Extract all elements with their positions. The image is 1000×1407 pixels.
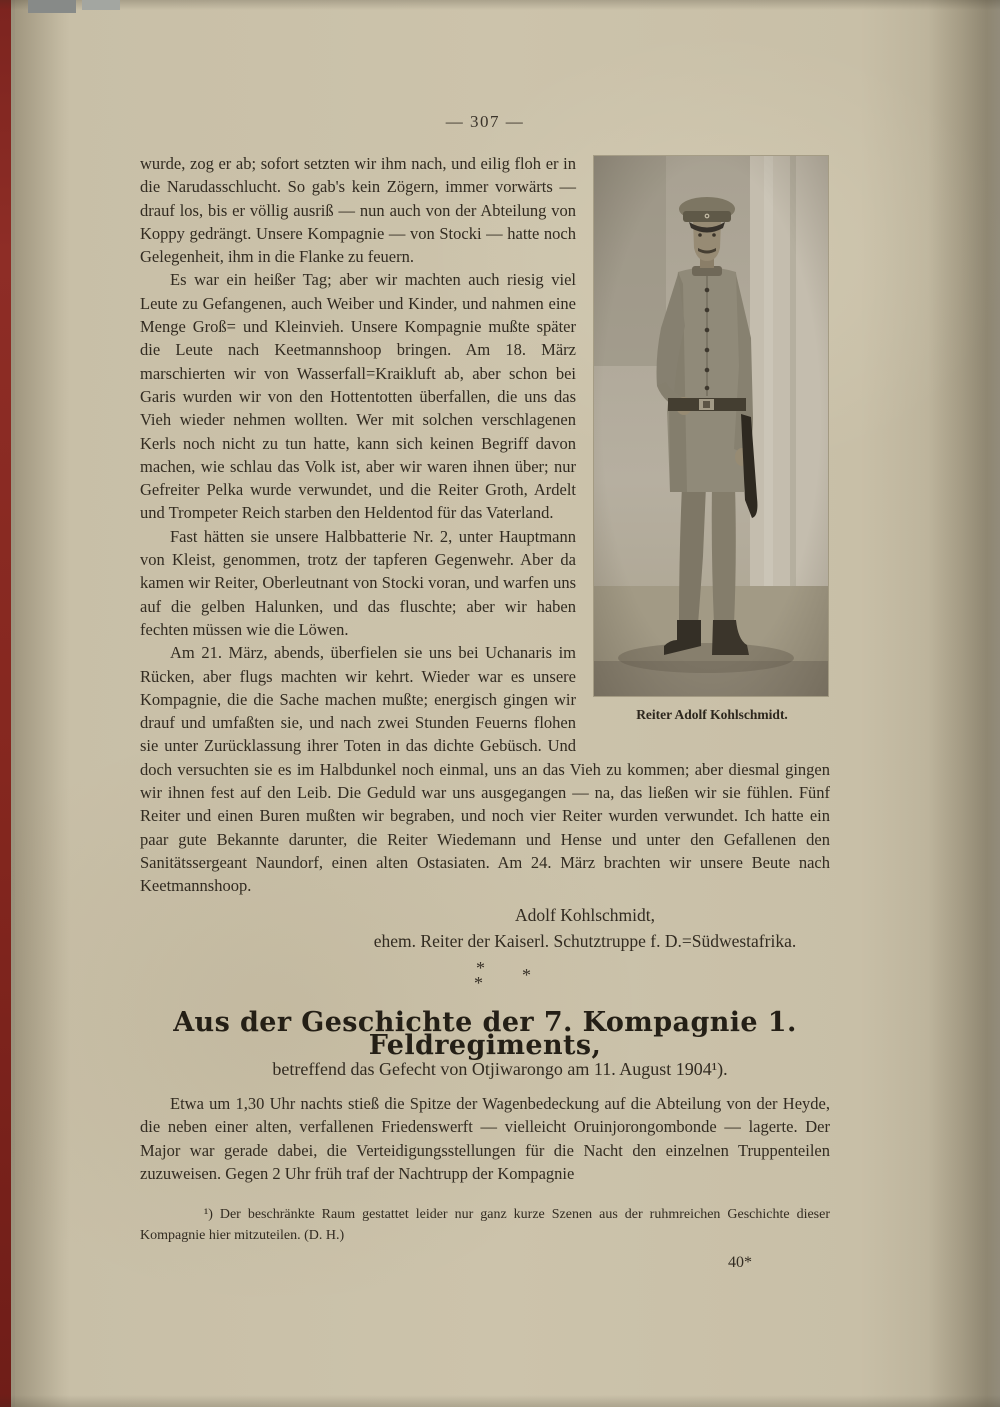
page-bottom-edge-shadow [0, 1395, 1000, 1407]
signature-name: Adolf Kohlschmidt, [515, 904, 655, 925]
photo-figure [594, 156, 830, 726]
page-right-edge-shadow [928, 0, 1000, 1407]
soldier-portrait-image [594, 156, 828, 696]
asterisk: * [522, 965, 531, 986]
soldier-photo [594, 156, 828, 696]
paragraph: Am 21. März, abends, überfielen sie uns bei Uchanaris im Rücken, aber flugs machten wir kehrt. Wieder war es unsere Kompagnie, die die Sache machen mußte; energisch gingen wir drauf und umfaßten sie, und nach zwei Stunden Feuerns flohen sie unter Zurücklassung ihrer Toten in das dichte Gebüsch. Und doch versuchten sie es im Halbdunkel noch einmal, uns an das Vieh zu kommen; aber diesmal gingen wir ihnen fest auf den Leib. Die Geduld war uns ausgegangen — na, das ließen wir sie fühlen. Fünf Reiter und einen Buren mußten wir begraben, und noch vier Reiter wurden verwundet. Ich hatte ein paar gute Bekannte darunter, die Reiter Wiedemann und Hense und unter den Gefallenen den Sanitätssergeant Naundorf, einen alten Ostasiaten. Am 24. März brachten wir unsere Beute nach Keetmannshoop. [140, 643, 830, 896]
footnote: ¹) Der beschränkte Raum gestattet leider nur ganz kurze Szenen aus der ruhmreichen Geschichte dieser Kompagnie hier mitzuteilen. (D. H.) [140, 1207, 830, 1243]
binding-shadow [15, 0, 70, 1407]
paragraph: Fast hätten sie unsere Halbbatterie Nr. 2, unter Hauptmann von Kleist, genommen, trotz der tapferen Gegenwehr. Aber da kamen wir Reiter, Oberleutnant von Stocki voran, und warfen uns auf die gelben Halunken, und das fluschte; aber wir haben fechten müssen wie die Löwen. [140, 526, 576, 639]
photo-caption: Reiter Adolf Kohlschmidt. [636, 707, 788, 722]
page-number: — 307 — [445, 112, 525, 131]
sheet-signature-mark: 40* [728, 1254, 752, 1272]
asterisk: * [476, 958, 485, 979]
asterisk-separator [140, 958, 830, 1001]
book-top-edge-tab [82, 0, 120, 10]
page-top-edge-shadow [0, 0, 1000, 10]
signature-block [140, 904, 830, 954]
asterisk: * [474, 973, 483, 994]
text-column [140, 152, 830, 1274]
paragraph: wurde, zog er ab; sofort setzten wir ihm nach, und eilig floh er in die Narudasschlucht. So gab's kein Zögern, immer vorwärts — drauf los, bis er völlig ausriß — nun auch von der Abteilung von Koppy gedrängt. Unsere Kompagnie — von Stocki — hatte noch Gelegenheit, ihm in die Flanke zu feuern. [140, 154, 576, 267]
paragraph: Es war ein heißer Tag; aber wir machten auch riesig viel Leute zu Gefangenen, auch Weiber und Kinder, und nahmen eine Menge Groß= und Kleinvieh. Unsere Kompagnie mußte später die Leute nach Keetmannshoop bringen. Am 18. März marschierten wir von Wasserfall=Kraikluft ab, aber schon bei Garis wurden wir von den Hottentotten überfallen, die uns das Vieh wieder nehmen wollten. Wer mit solchen verschlagenen Kerls noch nicht zu tun hatte, kann sich keinen Begriff davon machen, wie schlau das Volk ist, aber wir waren ihnen über; nur Gefreiter Pelka wurde verwundet, und die Reiter Groth, Ardelt und Trompeter Reich starben den Heldentod für das Vaterland. [140, 270, 576, 523]
section-subheading: betreffend das Gefecht von Otjiwarongo am 11. August 1904¹). [272, 1058, 728, 1079]
signature-title: ehem. Reiter der Kaiserl. Schutztruppe f. D.=Südwestafrika. [373, 930, 797, 951]
book-top-edge-tab [28, 0, 76, 13]
section-heading: Aus der Geschichte der 7. Kompagnie 1. Feldregiments, [173, 1007, 797, 1062]
book-spine-strip [0, 0, 11, 1407]
paragraph: Etwa um 1,30 Uhr nachts stieß die Spitze der Wagenbedeckung auf die Abteilung von der Heyde, die neben einer alten, verfallenen Friedenswerft — vielleicht Oruinjorongombonde — lagerte. Der Major war gerade dabei, die Verteidigungsstellungen für die Nacht den einzelnen Truppenteilen zuzuweisen. Gegen 2 Uhr früh traf der Nachtrupp der Kompagnie [140, 1093, 830, 1183]
